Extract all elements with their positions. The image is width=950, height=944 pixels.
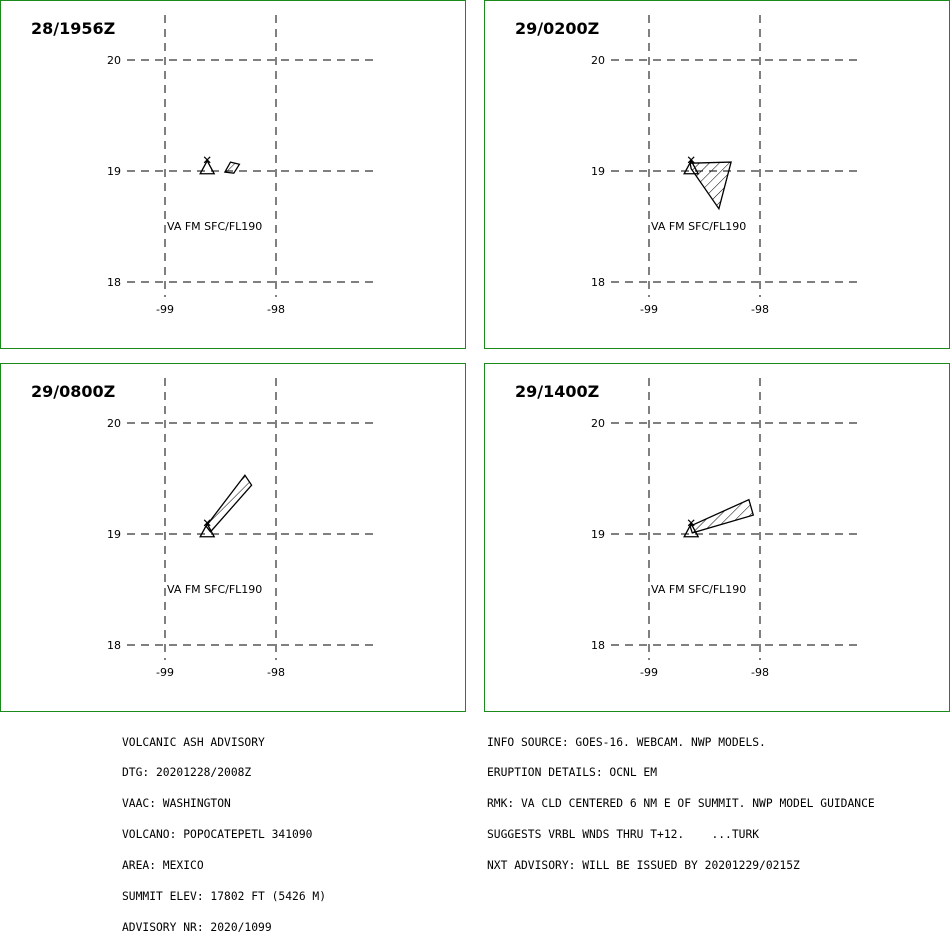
latitude-label: 18: [107, 639, 121, 652]
longitude-label: -98: [267, 666, 285, 679]
advisory-line: VOLCANO: POPOCATEPETL 341090: [122, 828, 313, 842]
panel-time: 29/1400Z: [515, 382, 600, 401]
ash-level-label: VA FM SFC/FL190: [651, 220, 747, 233]
latitude-label: 18: [107, 276, 121, 289]
forecast-panel-4: [484, 363, 950, 712]
advisory-line: ERUPTION DETAILS: OCNL EM: [487, 766, 658, 780]
longitude-label: -99: [640, 666, 658, 679]
advisory-line: VOLCANIC ASH ADVISORY: [122, 735, 265, 749]
latitude-label: 20: [107, 417, 121, 430]
advisory-line: SUGGESTS VRBL WNDS THRU T+12. ...TURK: [487, 828, 760, 842]
advisory-line: AREA: MEXICO: [122, 859, 204, 873]
advisory-line: RMK: VA CLD CENTERED 6 NM E OF SUMMIT. NWP MODEL GUIDANCE: [487, 797, 875, 811]
ash-cloud-polygon: [225, 162, 240, 173]
advisory-line: NXT ADVISORY: WILL BE ISSUED BY 20201229/0215Z: [487, 859, 800, 873]
latitude-label: 18: [591, 639, 605, 652]
longitude-label: -98: [751, 303, 769, 316]
longitude-label: -98: [267, 303, 285, 316]
map-canvas: [485, 364, 950, 713]
longitude-label: -98: [751, 666, 769, 679]
latitude-label: 20: [107, 54, 121, 67]
ash-level-label: VA FM SFC/FL190: [651, 583, 747, 596]
advisory-line: VAAC: WASHINGTON: [122, 797, 231, 811]
longitude-label: -99: [640, 303, 658, 316]
forecast-panel-3: [0, 363, 466, 712]
latitude-label: 20: [591, 54, 605, 67]
advisory-line: INFO SOURCE: GOES-16. WEBCAM. NWP MODELS.: [487, 735, 766, 749]
ash-cloud-polygon: [206, 475, 252, 532]
map-canvas: [1, 364, 467, 713]
panel-time: 29/0200Z: [515, 19, 600, 38]
panel-time: 29/0800Z: [31, 382, 116, 401]
latitude-label: 19: [107, 528, 121, 541]
volcano-icon: [200, 161, 214, 174]
latitude-label: 20: [591, 417, 605, 430]
latitude-label: 19: [591, 165, 605, 178]
latitude-label: 19: [591, 528, 605, 541]
latitude-label: 18: [591, 276, 605, 289]
panel-time: 28/1956Z: [31, 19, 116, 38]
map-canvas: [485, 1, 950, 350]
latitude-label: 19: [107, 165, 121, 178]
advisory-line: DTG: 20201228/2008Z: [122, 766, 252, 780]
longitude-label: -99: [156, 303, 174, 316]
forecast-panel-1: [0, 0, 466, 349]
ash-cloud-polygon: [690, 500, 753, 533]
forecast-panel-2: [484, 0, 950, 349]
ash-level-label: VA FM SFC/FL190: [167, 583, 263, 596]
advisory-line: SUMMIT ELEV: 17802 FT (5426 M): [122, 890, 327, 904]
map-canvas: [1, 1, 467, 350]
advisory-details-block: [487, 717, 875, 882]
advisory-line: ADVISORY NR: 2020/1099: [122, 920, 272, 934]
advisory-header-block: [122, 717, 326, 944]
longitude-label: -99: [156, 666, 174, 679]
ash-level-label: VA FM SFC/FL190: [167, 220, 263, 233]
